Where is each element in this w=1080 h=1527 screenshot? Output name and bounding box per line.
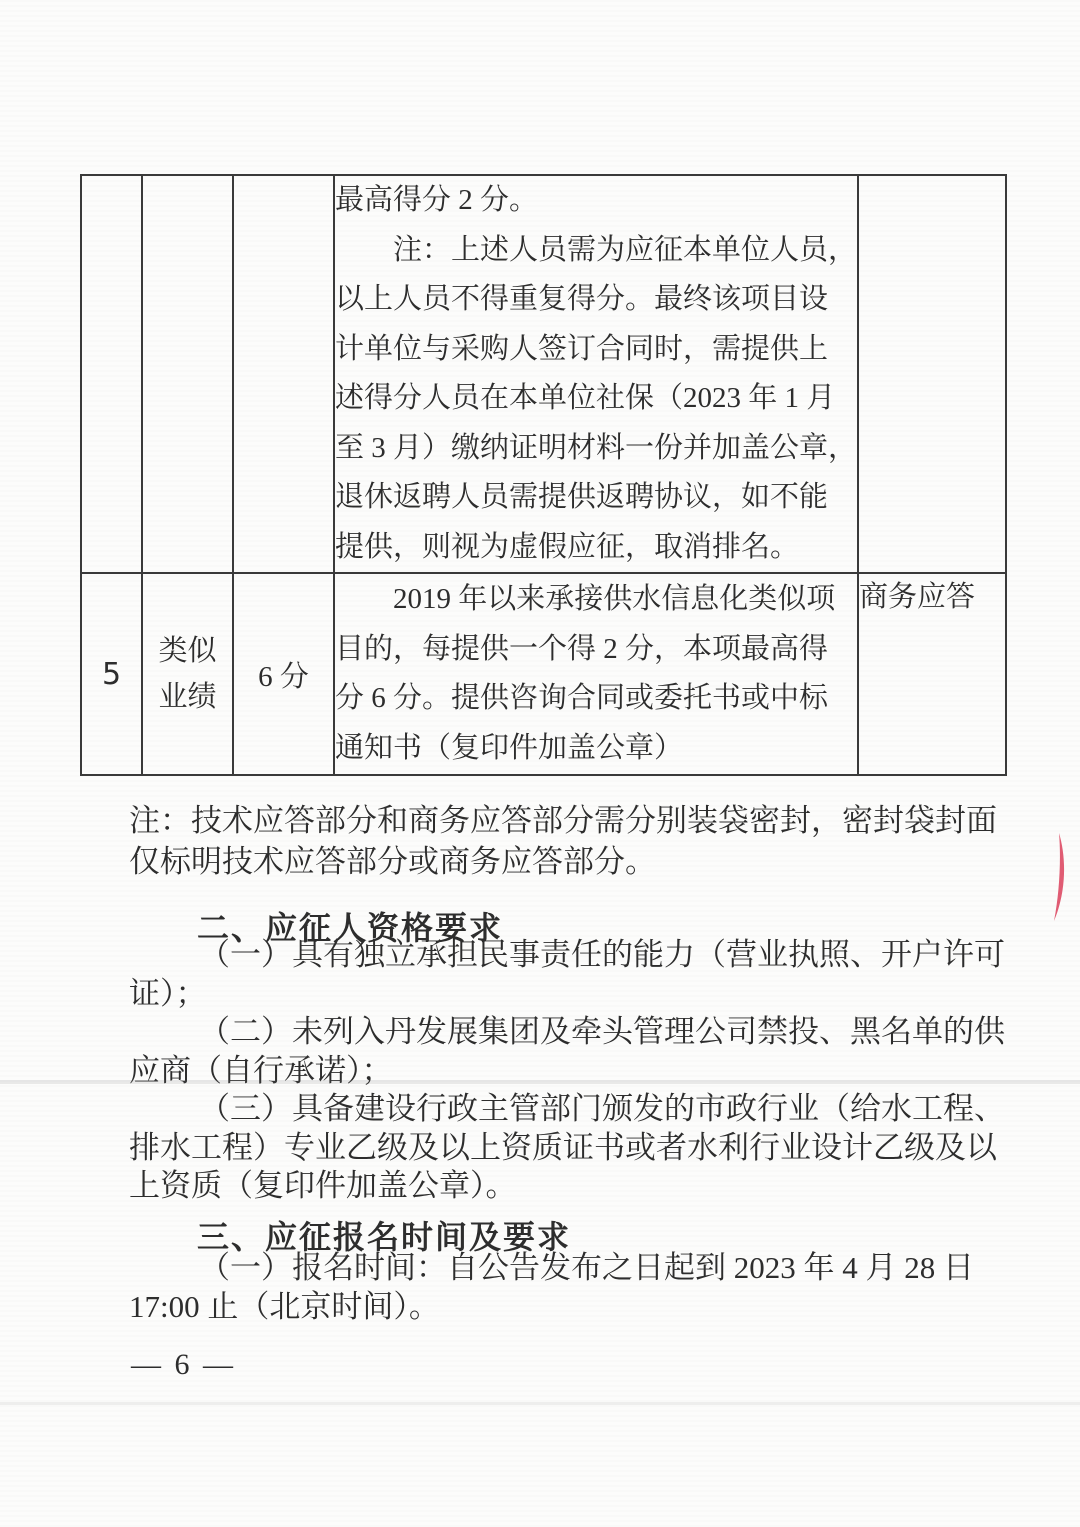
- text-line: 分 6 分。提供咨询合同或委托书或中标: [335, 682, 829, 714]
- section2-heading: 二、应征人资格要求: [197, 910, 504, 946]
- cell-response-empty: [858, 175, 1006, 573]
- page-number: — 6 —: [131, 1348, 236, 1381]
- text-line: 注：上述人员需为应征本单位人员，: [393, 233, 858, 266]
- cell-category-empty: [142, 175, 233, 573]
- text-line: 目的，每提供一个得 2 分，本项最高得: [335, 632, 829, 665]
- cell-score: 6 分: [233, 573, 334, 775]
- evaluation-table: [80, 174, 1007, 776]
- text-line: 上资质（复印件加盖公章）。: [129, 1168, 517, 1203]
- text-line: 注：技术应答部分和商务应答部分需分别装袋密封，密封袋封面: [129, 803, 997, 838]
- section3-heading: 三、应征报名时间及要求: [197, 1219, 572, 1255]
- text-line: 计单位与采购人签订合同时，需提供上: [335, 332, 829, 365]
- text-line: 仅标明技术应答部分或商务应答部分。: [129, 844, 656, 879]
- text-line: 应商（自行承诺）；: [129, 1052, 393, 1088]
- sealing-note-paragraph: [129, 800, 1004, 882]
- text-line: 通知书（复印件加盖公章）: [335, 731, 684, 764]
- text-line: 证）；: [129, 975, 207, 1011]
- table-row-continuation: [81, 175, 1006, 573]
- criteria-text: [335, 176, 857, 572]
- text-line: 排水工程）专业乙级及以上资质证书或者水利行业设计乙级及以: [129, 1129, 997, 1165]
- text-line: 以上人员不得重复得分。最终该项目设: [335, 283, 829, 315]
- text-line: 退休返聘人员需提供返聘协议，如不能: [335, 481, 829, 513]
- text-line: （三）具备建设行政主管部门颁发的市政行业（给水工程、: [199, 1091, 1005, 1126]
- cell-category: [142, 573, 233, 775]
- section3-paragraphs: [129, 1248, 1019, 1326]
- text-line: 类似: [158, 635, 217, 667]
- cell-seq-empty: [81, 175, 142, 573]
- cell-score-empty: [233, 175, 334, 573]
- cell-criteria: [334, 573, 858, 775]
- text-line: 最高得分 2 分。: [335, 184, 539, 216]
- text-line: （一）报名时间：自公告发布之日起到 2023 年 4 月 28 日: [199, 1250, 974, 1285]
- section2-paragraphs: [129, 936, 1019, 1206]
- criteria-text: [335, 575, 857, 773]
- text-line: 2019 年以来承接供水信息化类似项: [393, 583, 836, 615]
- text-line: 业绩: [158, 681, 217, 713]
- cell-seq: 5: [81, 573, 142, 775]
- text-line: 提供，则视为虚假应征，取消排名。: [335, 530, 800, 563]
- scan-artifact-line: [0, 1402, 1080, 1405]
- scan-artifact-line: [0, 1080, 1080, 1084]
- cell-criteria-continuation: [334, 175, 858, 573]
- cell-response: 商务应答: [858, 573, 1006, 775]
- text-line: （一）具有独立承担民事责任的能力（营业执照、开户许可: [199, 937, 1005, 972]
- text-line: （二）未列入丹发展集团及牵头管理公司禁投、黑名单的供: [199, 1014, 1005, 1049]
- text-line: 述得分人员在本单位社保（2023 年 1 月: [335, 382, 836, 414]
- text-line: 至 3 月）缴纳证明材料一份并加盖公章，: [335, 431, 858, 464]
- red-pen-mark: [1046, 832, 1066, 922]
- text-line: 17:00 止（北京时间）。: [129, 1289, 440, 1324]
- table-row-5: [81, 573, 1006, 775]
